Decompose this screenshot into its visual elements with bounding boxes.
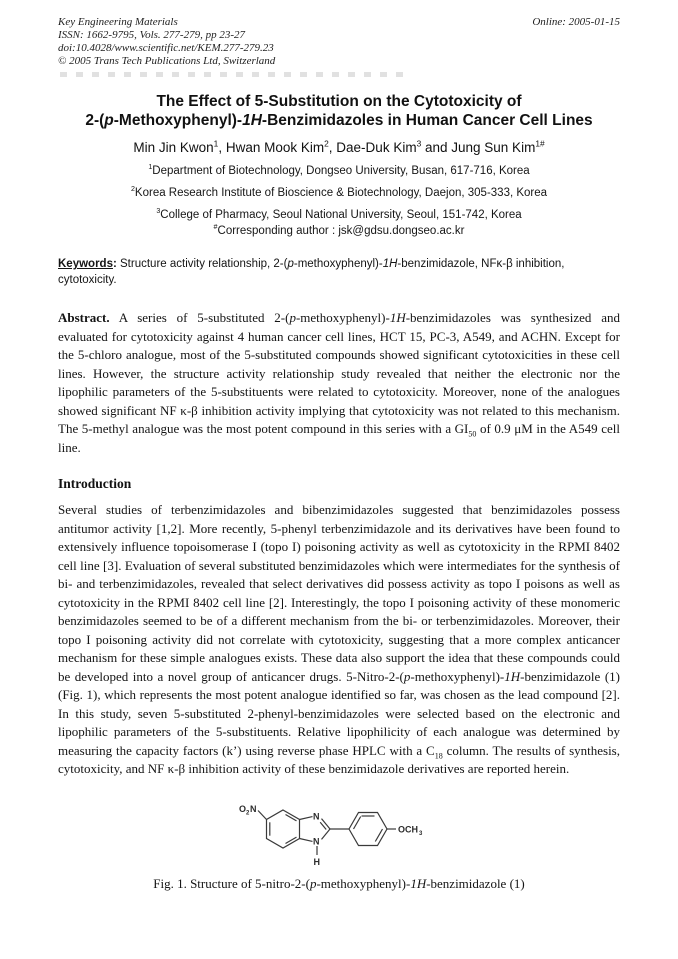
intro-text-2: -methoxyphenyl)- bbox=[410, 668, 505, 684]
affiliation-2-sup: 2 bbox=[130, 185, 135, 194]
affiliation-3-text: College of Pharmacy, Seoul National University, Seoul, 151-742, Korea bbox=[160, 209, 522, 221]
keywords-text-2: -methoxyphenyl)- bbox=[293, 258, 383, 270]
abstract-gi50-sub: 50 bbox=[468, 429, 477, 439]
corresponding-author-line bbox=[58, 224, 620, 239]
och3-label: OCH bbox=[398, 824, 418, 834]
abstract-text-2: -methoxyphenyl)- bbox=[295, 310, 390, 325]
author-4: Jung Sun Kim bbox=[451, 140, 536, 155]
author-sep-1: , bbox=[218, 140, 226, 155]
abstract-text-3: -benzimidazoles was synthesized and evaluated for cytotoxicity against 4 human cancer cell lines, HCT 15, PC-3, A549, and ACHN. Except for the 5-chloro analogue, most of the 5-substituted compounds showed significant cytotoxicities in these cell lines. However, the structure activity relationship study revealed that neither the electronic nor the lipophilic parameters of the 5-substituents were related to cytotoxicity. Moreover, none of the analogues showed significant NF κ-β inhibition activity implying that cytotoxicity was not related to this mechanism. The 5-methyl analogue was the most potent compound in this series with a GI bbox=[58, 310, 620, 436]
caption-text-2: -methoxyphenyl)- bbox=[316, 875, 411, 891]
introduction-heading: Introduction bbox=[58, 476, 132, 491]
author-2: Hwan Mook Kim bbox=[225, 140, 325, 155]
corresponding-author-text: Corresponding author : jsk@gdsu.dongseo.ac.kr bbox=[217, 225, 465, 237]
caption-text-1: Fig. 1. Structure of 5-nitro-2-( bbox=[153, 875, 310, 891]
imidazole-n1-label: N bbox=[313, 811, 320, 821]
intro-text-1: Several studies of terbenzimidazoles and bibenzimidazoles suggested that benzimidazoles possess antitumor activity [1,2]. More recently, 5-phenyl terbenzimidazole and its derivatives have been found to extensively influence topoisomerase I (topo I) poisoning activity as well as cytotoxicity in the RPMI 8402 cell line [3]. Evaluation of several substituted benzimidazoles which were intermediates for the synthesis of bi- and terbenzimidazoles, revealed that select derivatives did possess activity as topo I poisons as well as cytotoxicity in the RPMI 8402 cell line [2]. Interestingly, the topo I poisoning activity of these monomeric benzimidazoles seemed to be of a different mechanism from the bi- or terbenzimidazoles. Moreover, their topo I poisoning activity did not correlate with cytotoxicity, suggesting that a more complex anticancer mechanism for these simple analogues exists. These data also support the idea that these compounds could be developed into a novel group of anticancer drugs. 5-Nitro-2-( bbox=[58, 502, 620, 684]
abstract-label: Abstract. bbox=[58, 310, 110, 325]
author-3: Dae-Duk Kim bbox=[336, 140, 417, 155]
caption-text-3: -benzimidazole (1) bbox=[426, 875, 525, 891]
keywords-text-1: Structure activity relationship, 2-( bbox=[116, 258, 288, 270]
keywords-label: Keywords bbox=[58, 258, 113, 270]
nh-hydrogen-label: H bbox=[313, 856, 320, 867]
no2-o-label: O bbox=[239, 803, 247, 814]
chemical-structure-diagram bbox=[231, 795, 447, 869]
keywords-colon: : bbox=[112, 258, 117, 270]
keywords-italic-p: p bbox=[287, 258, 294, 270]
journal-name: Key Engineering Materials bbox=[58, 16, 178, 28]
affiliation-1 bbox=[58, 164, 620, 179]
scan-artifact bbox=[60, 72, 408, 77]
author-4-sup: 1# bbox=[535, 138, 545, 149]
caption-italic-p: p bbox=[309, 875, 317, 891]
keywords-block bbox=[58, 256, 620, 288]
affiliation-2 bbox=[58, 186, 620, 201]
journal-header-left bbox=[58, 16, 275, 68]
doi-line: doi:10.4028/www.scientific.net/KEM.277-279.23 bbox=[58, 42, 274, 54]
affiliation-1-sup: 1 bbox=[148, 163, 153, 172]
abstract-text-4: of 0.9 μM in the A549 cell line. bbox=[58, 421, 620, 455]
intro-text-3: -benzimidazole (1) (Fig. 1), which represents the most potent analogue identified so far, was chosen as the lead compound [2]. In this study, seven 5-substituted 2-phenyl-benzimidazoles were selected based on the electronic and lipophilic parameters of the 5-substituents. Relative lipophilicity of each analogue was determined by measuring the capacity factors (k’) using reverse phase HPLC with a C bbox=[58, 668, 620, 758]
affiliation-3-sup: 3 bbox=[156, 207, 161, 216]
keywords-text-3: -benzimidazole, NFκ-β inhibition, cytotoxicity. bbox=[58, 258, 565, 286]
copyright-line: © 2005 Trans Tech Publications Ltd, Switzerland bbox=[58, 55, 276, 67]
title-line1: The Effect of 5-Substitution on the Cytotoxicity of bbox=[156, 93, 522, 110]
caption-italic-1h: 1H bbox=[410, 875, 427, 891]
author-line bbox=[58, 140, 620, 155]
corresponding-author-sup: # bbox=[213, 223, 218, 232]
abstract-italic-1h: 1H bbox=[389, 310, 406, 325]
affiliation-1-text: Department of Biotechnology, Dongseo University, Busan, 617-716, Korea bbox=[152, 165, 530, 177]
title-line2-pre: 2-( bbox=[85, 112, 105, 129]
intro-c18-sub: 18 bbox=[434, 751, 443, 761]
journal-header bbox=[58, 16, 620, 68]
abstract-italic-p: p bbox=[289, 310, 296, 325]
online-date: Online: 2005-01-15 bbox=[532, 16, 620, 28]
title-line2-post: -Benzimidazoles in Human Cancer Cell Lines bbox=[261, 112, 593, 129]
title-line2-italic-1h: 1H bbox=[242, 112, 262, 129]
author-sep-3: and bbox=[421, 140, 452, 155]
title-line2-mid: -Methoxyphenyl)- bbox=[113, 112, 243, 129]
title-line2-italic-p: p bbox=[104, 112, 114, 129]
abstract-text-1: A series of 5-substituted 2-( bbox=[109, 310, 290, 325]
title-line2 bbox=[85, 112, 592, 129]
author-sep-2: , bbox=[328, 140, 337, 155]
imidazole-n3-label: N bbox=[313, 836, 320, 846]
author-2-sup: 2 bbox=[324, 138, 329, 149]
paper-title bbox=[58, 92, 620, 130]
figure-1-caption bbox=[58, 876, 620, 892]
introduction-paragraph bbox=[58, 501, 620, 779]
affiliation-3 bbox=[58, 208, 620, 223]
affiliations bbox=[58, 164, 620, 239]
no2-n-label: N bbox=[250, 803, 257, 814]
author-1: Min Jin Kwon bbox=[133, 140, 214, 155]
keywords-italic-1h: 1H bbox=[382, 258, 398, 270]
author-3-sup: 3 bbox=[416, 138, 422, 149]
issn-line: ISSN: 1662-9795, Vols. 277-279, pp 23-27 bbox=[58, 29, 245, 41]
figure-1 bbox=[58, 795, 620, 892]
author-1-sup: 1 bbox=[213, 138, 219, 149]
affiliation-2-text: Korea Research Institute of Bioscience & Biotechnology, Daejon, 305-333, Korea bbox=[134, 187, 548, 199]
no2-sub-label: 2 bbox=[246, 810, 250, 816]
intro-italic-p: p bbox=[403, 668, 411, 684]
och3-sub-label: 3 bbox=[419, 830, 423, 837]
intro-italic-1h: 1H bbox=[504, 668, 521, 684]
abstract-paragraph bbox=[58, 309, 620, 457]
intro-text-4: column. The results of synthesis, cytotoxicity, and NF κ-β inhibition activity of these benzimidazole derivatives are reported herein. bbox=[58, 742, 620, 776]
